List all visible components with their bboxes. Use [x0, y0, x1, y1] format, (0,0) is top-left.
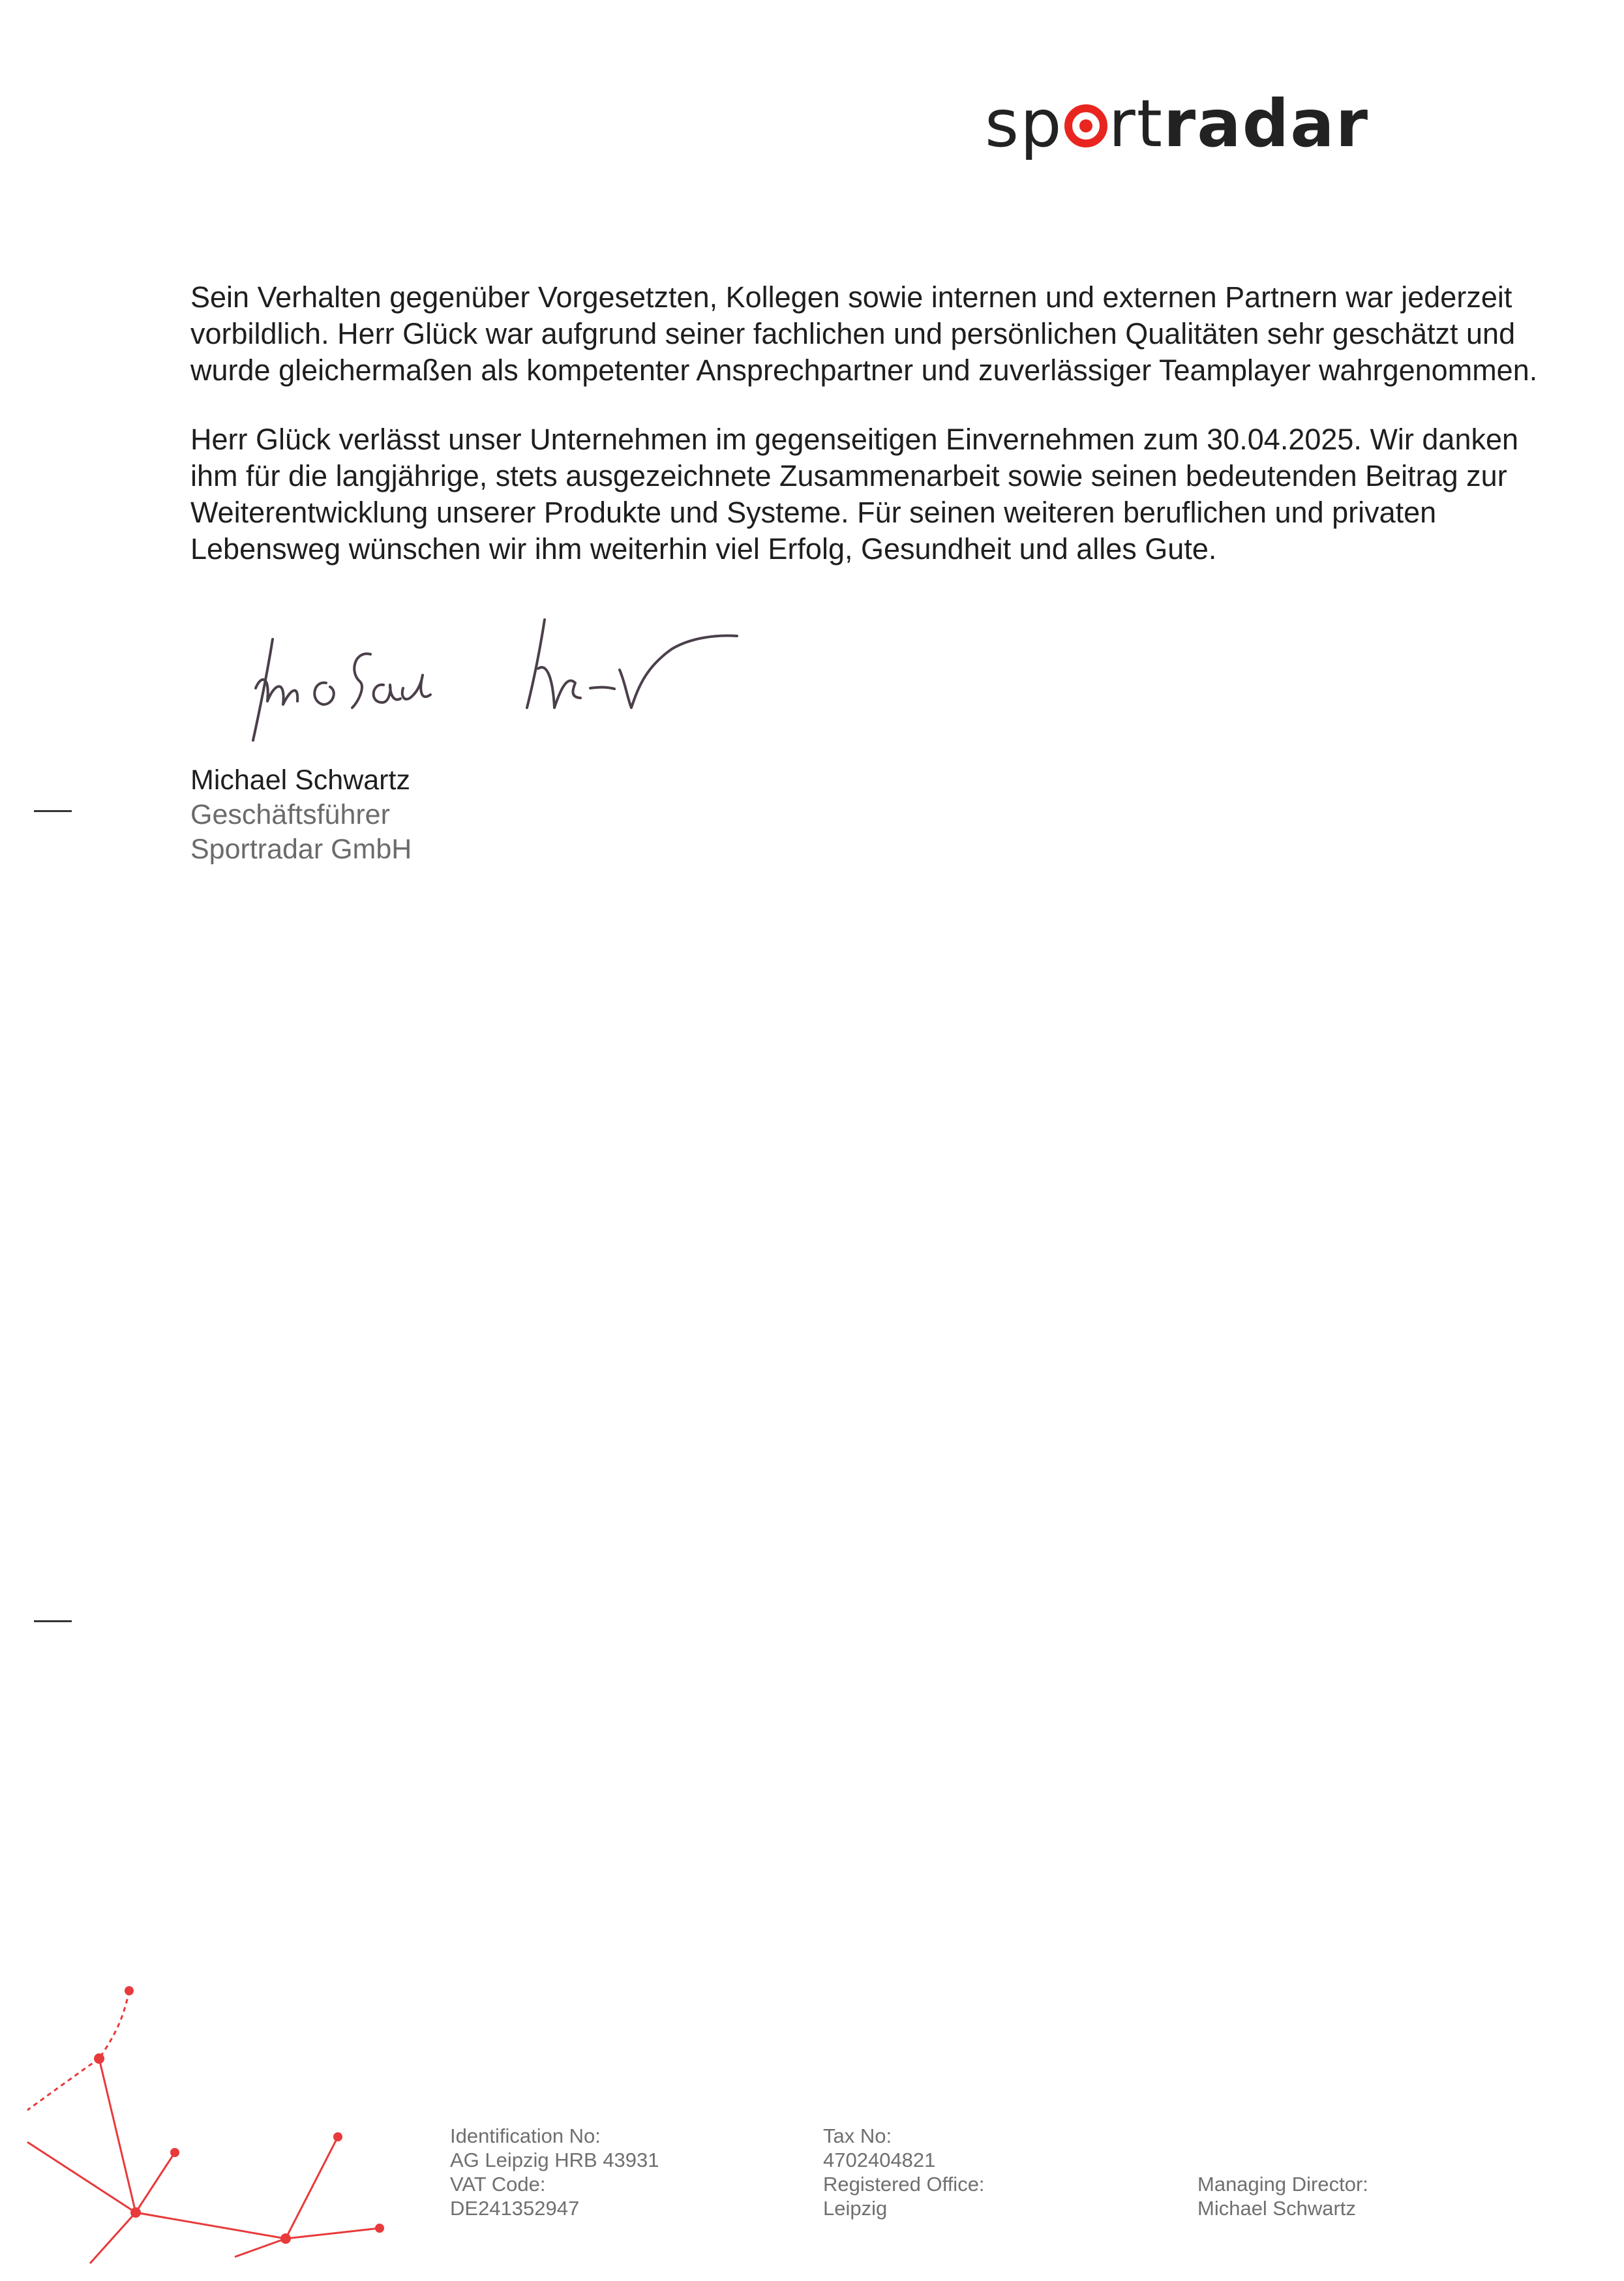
footer-vat-value: DE241352947: [450, 2197, 580, 2220]
footer-tax: [823, 2124, 985, 2220]
footer-tax-value: 4702404821: [823, 2149, 936, 2171]
paragraph-conduct: Sein Verhalten gegenüber Vorgesetzten, Kollegen sowie internen und externen Partnern war jederzeit vorbildlich. Herr Glück war aufgrund seiner fachlichen und persönlichen Qualitäten sehr geschätzt und wurde gleichermaßen als kompetenter Ansprechpartner und zuverlässiger Teamplayer wahrgenommen.: [190, 280, 1538, 387]
footer-managing-director: [1197, 2172, 1368, 2220]
footer-office-label: Registered Office:: [823, 2173, 985, 2196]
logo-text-rt: rt: [1108, 85, 1164, 162]
handwritten-signature: [215, 610, 750, 753]
footer-tax-label: Tax No:: [823, 2124, 892, 2147]
signer-block: [190, 763, 412, 867]
fold-mark-bottom: [34, 1620, 72, 1622]
logo-text-sp: sp: [985, 85, 1063, 162]
network-graphic-decoration: [20, 1976, 411, 2276]
signer-company: Sportradar GmbH: [190, 834, 412, 865]
paragraph-departure: Herr Glück verlässt unser Unternehmen im gegenseitigen Einvernehmen zum 30.04.2025. Wir danken ihm für die langjährige, stets ausgezeichnete Zusammenarbeit sowie seinen bedeutenden Beitrag zur Weiterentwicklung unserer Produkte und Systeme. Für seinen weiteren beruflichen und privaten Lebensweg wünschen wir ihm weiterhin viel Erfolg, Gesundheit und alles Gute.: [190, 423, 1519, 566]
logo-wordmark: [985, 85, 1370, 162]
signer-role: Geschäftsführer: [190, 799, 390, 830]
footer-identification-value: AG Leipzig HRB 43931: [450, 2149, 659, 2171]
footer-office-value: Leipzig: [823, 2197, 888, 2220]
footer-director-value: Michael Schwartz: [1197, 2197, 1356, 2220]
signer-name: Michael Schwartz: [190, 764, 410, 796]
footer-identification: [450, 2124, 659, 2220]
footer-identification-label: Identification No:: [450, 2124, 601, 2147]
footer-vat-label: VAT Code:: [450, 2173, 546, 2196]
logo-text-radar: radar: [1163, 85, 1370, 162]
fold-mark-top: [34, 810, 72, 812]
sportradar-logo: [985, 85, 1467, 162]
letter-body: [190, 279, 1573, 600]
logo-o-icon: [1064, 104, 1107, 147]
footer-director-label: Managing Director:: [1197, 2173, 1368, 2196]
